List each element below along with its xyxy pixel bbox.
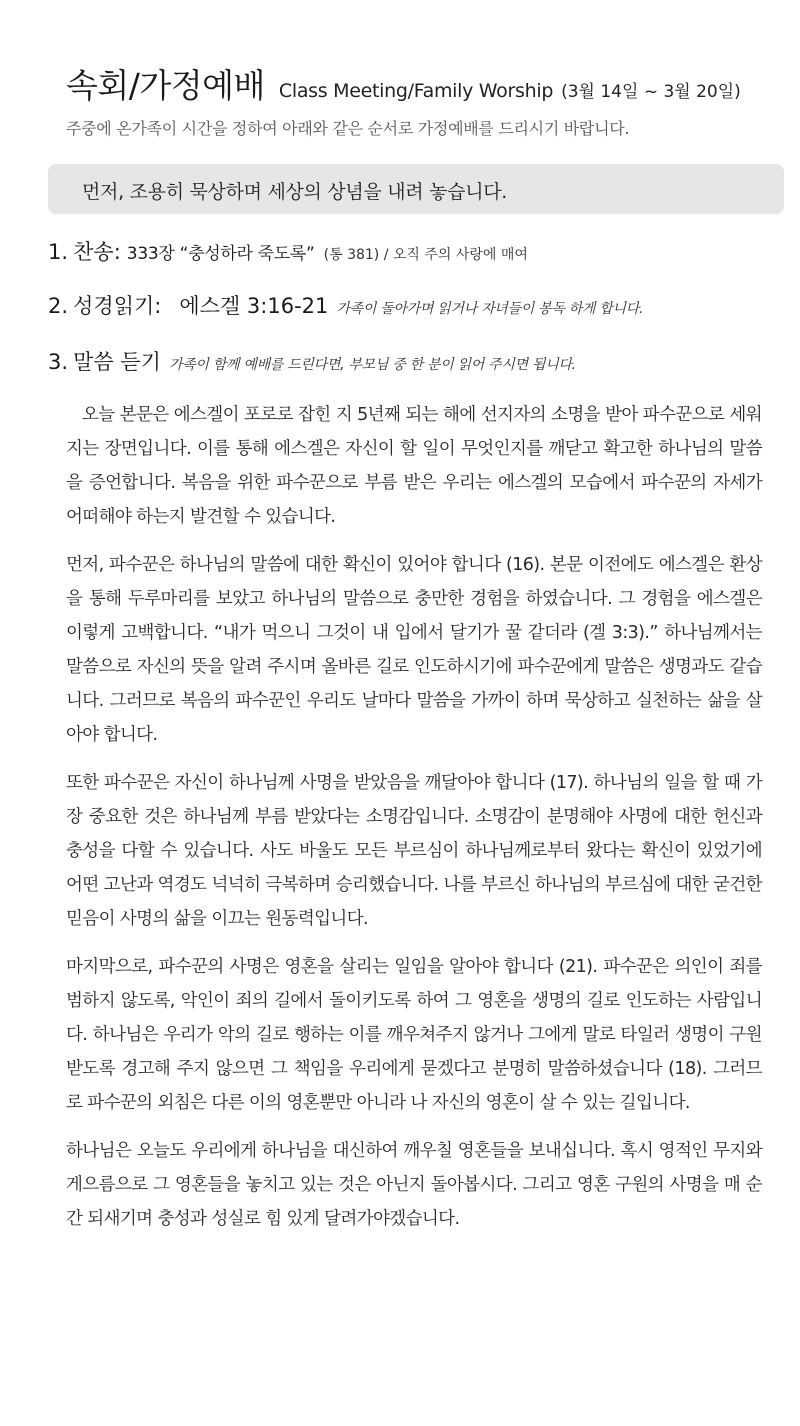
page-title-english: Class Meeting/Family Worship — [278, 80, 554, 102]
order-number: 2. — [48, 294, 69, 318]
order-sermon — [48, 346, 576, 376]
order-scripture — [48, 290, 643, 320]
sermon-paragraph: 마지막으로, 파수꾼의 사명은 영혼을 살리는 일임을 알아야 합니다 (21). 파수꾼은 의인이 죄를 범하지 않도록, 악인이 죄의 길에서 돌이키도록 하여 그 영혼을 생명의 길로 인도하는 사람입니다. 하나님은 우리가 악의 길로 행하는 이를 깨우쳐주지 않거나 그에게 말로 타일러 생명이 구원받도록 경고해 주지 않으면 그 책임을 우리에게 묻겠다고 분명히 말씀하셨습니다 (18). 그러므로 파수꾼의 외침은 다른 이의 영혼뿐만 아니라 나 자신의 영혼이 살 수 있는 길입니다. — [66, 957, 762, 1113]
order-label: 성경읽기: — [73, 294, 162, 318]
scripture-reference: 에스겔 3:16-21 — [179, 294, 329, 318]
meditation-banner — [48, 164, 784, 214]
date-range: (3월 14일 ~ 3월 20일) — [561, 82, 741, 102]
page-header — [66, 60, 786, 107]
order-hymn — [48, 236, 528, 266]
order-number: 1. — [48, 240, 69, 264]
sermon-paragraph: 오늘 본문은 에스겔이 포로로 잡힌 지 5년째 되는 해에 선지자의 소명을 받아 파수꾼으로 세워지는 장면입니다. 이를 통해 에스겔은 자신이 할 일이 무엇인지를 깨닫고 확고한 하나님의 말씀을 증언합니다. 복음을 위한 파수꾼으로 부름 받은 우리는 에스겔의 모습에서 파수꾼의 자세가 어떠해야 하는지 발견할 수 있습니다. — [66, 405, 762, 527]
order-label: 말씀 듣기 — [73, 350, 161, 374]
sermon-paragraph: 먼저, 파수꾼은 하나님의 말씀에 대한 확신이 있어야 합니다 (16). 본문 이전에도 에스겔은 환상을 통해 두루마리를 보았고 하나님의 말씀으로 충만한 경험을 하였습니다. 그 경험을 에스겔은 이렇게 고백합니다. “내가 먹으니 그것이 내 입에서 달기가 꿀 같더라 (겔 3:3).” 하나님께서는 말씀으로 자신의 뜻을 알려 주시며 올바른 길로 인도하시기에 파수꾼에게 말씀은 생명과도 같습니다. 그러므로 복음의 파수꾼인 우리도 날마다 말씀을 가까이 하며 묵상하고 실천하는 삶을 살아야 합니다. — [66, 555, 762, 745]
order-label: 찬송: — [73, 240, 121, 264]
sermon-paragraph: 또한 파수꾼은 자신이 하나님께 사명을 받았음을 깨달아야 합니다 (17). 하나님의 일을 할 때 가장 중요한 것은 하나님께 부름 받았다는 소명감입니다. 소명감이 분명해야 사명에 대한 헌신과 충성을 다할 수 있습니다. 사도 바울도 모든 부르심이 하나님께로부터 왔다는 확신이 있었기에 어떤 고난과 역경도 넉넉히 극복하며 승리했습니다. 나를 부르신 하나님의 부르심에 대한 굳건한 믿음이 사명의 삶을 이끄는 원동력입니다. — [66, 773, 762, 929]
hymn-title: 333장 “충성하라 죽도록” — [126, 244, 315, 264]
sermon-paragraph: 하나님은 오늘도 우리에게 하나님을 대신하여 깨우칠 영혼들을 보내십니다. 혹시 영적인 무지와 게으름으로 그 영혼들을 놓치고 있는 것은 아닌지 돌아봅시다. 그리고 영혼 구원의 사명을 매 순간 되새기며 충성과 성실로 힘 있게 달려가야겠습니다. — [66, 1141, 762, 1229]
scripture-instruction: 가족이 돌아가며 읽거나 자녀들이 봉독 하게 합니다. — [336, 301, 644, 317]
page-title: 속회/가정예배 — [66, 66, 265, 105]
meditation-banner-text: 먼저, 조용히 묵상하며 세상의 상념을 내려 놓습니다. — [82, 181, 508, 203]
sermon-instruction: 가족이 함께 예배를 드린다면, 부모님 중 한 분이 읽어 주시면 됩니다. — [168, 357, 576, 373]
order-number: 3. — [48, 350, 69, 374]
page-subtitle: 주중에 온가족이 시간을 정하여 아래와 같은 순서로 가정예배를 드리시기 바랍니다. — [66, 119, 630, 138]
hymn-note: (통 381) / 오직 주의 사랑에 매여 — [323, 247, 528, 263]
sermon-body — [66, 398, 762, 1250]
